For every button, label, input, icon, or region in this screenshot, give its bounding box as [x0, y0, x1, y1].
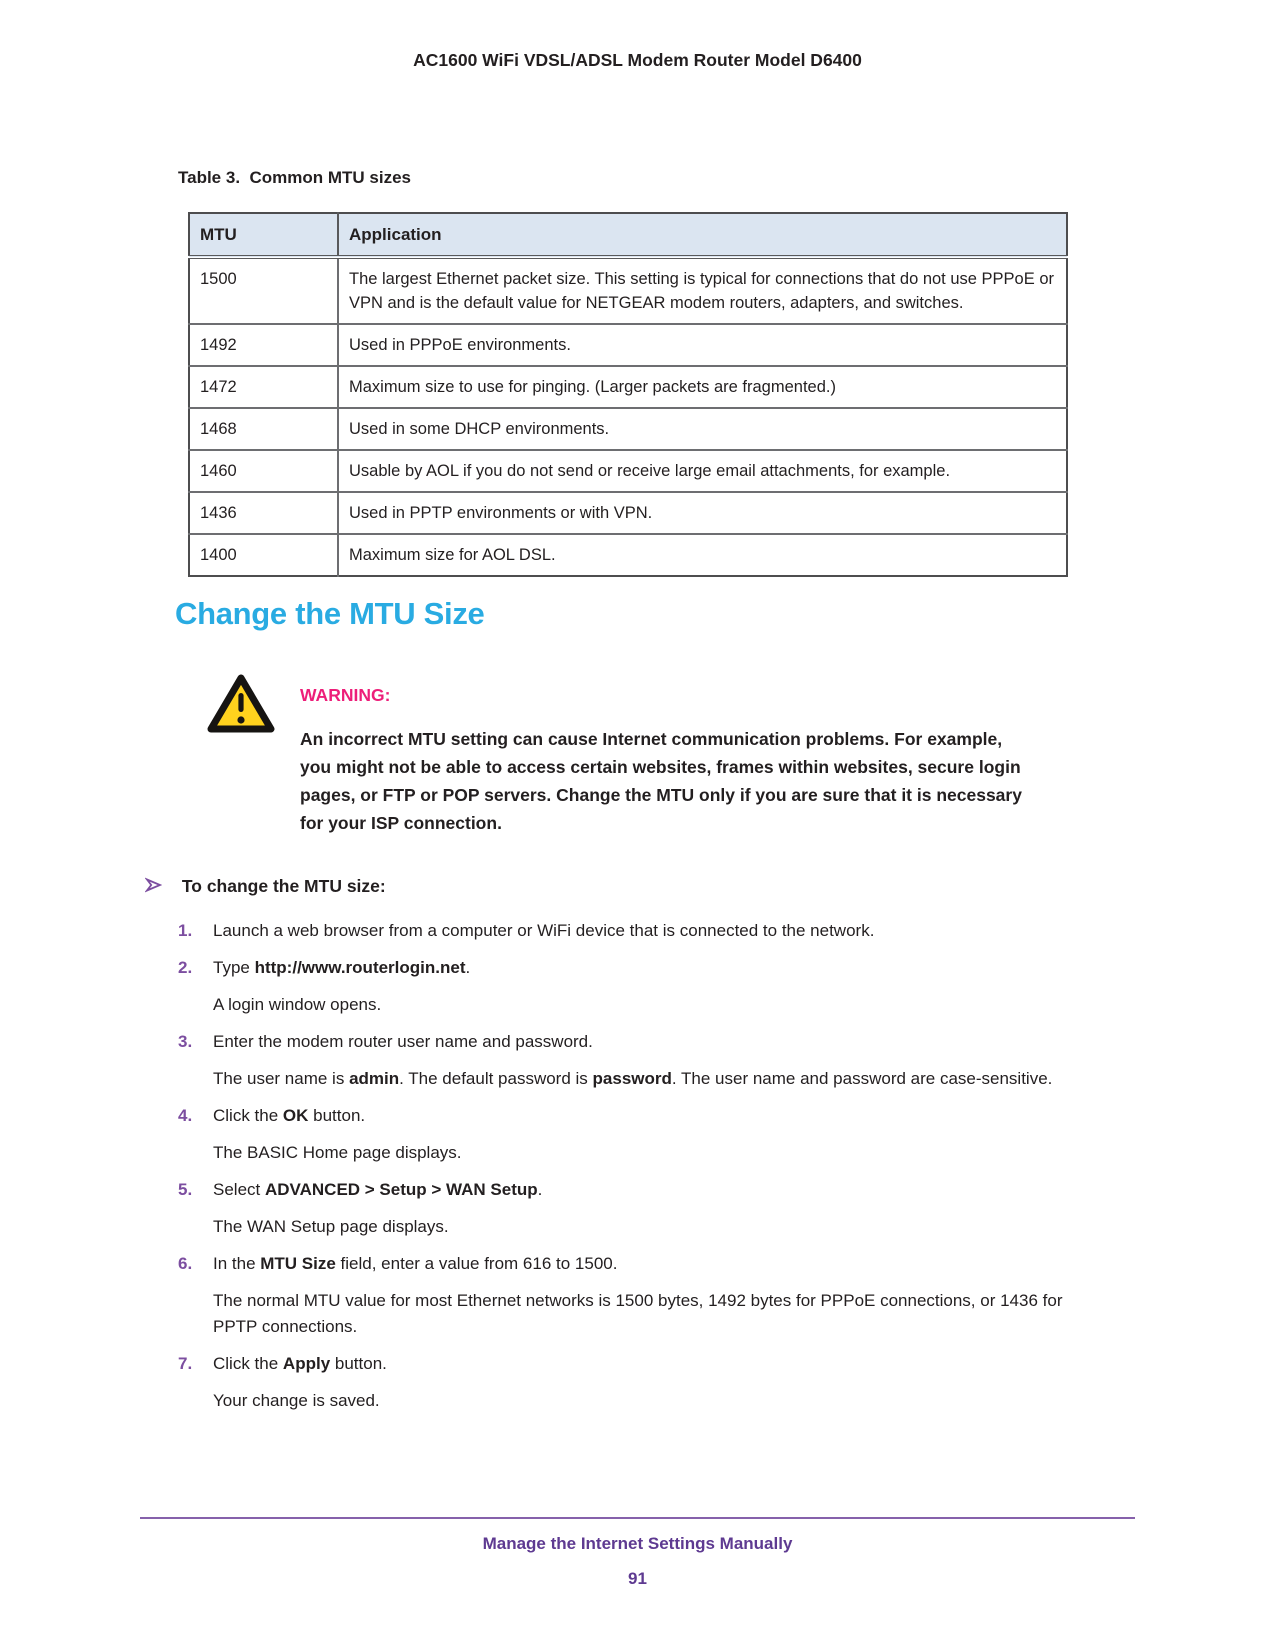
mtu-value: 1492	[189, 324, 338, 366]
step-number: 5.	[178, 1180, 193, 1199]
application-text: Used in PPPoE environments.	[338, 324, 1067, 366]
column-header-application: Application	[338, 213, 1067, 257]
text-segment: The WAN Setup page displays.	[213, 1217, 449, 1236]
mtu-value: 1400	[189, 534, 338, 576]
warning-content	[300, 685, 1047, 837]
step-result-text	[213, 1214, 1070, 1240]
step-text	[213, 955, 1070, 981]
text-segment: The normal MTU value for most Ethernet networks is 1500 bytes, 1492 bytes for PPPoE connections, or 1436 for PPTP connections.	[213, 1291, 1063, 1336]
text-segment: button.	[308, 1106, 366, 1125]
document-header-title: AC1600 WiFi VDSL/ADSL Modem Router Model D6400	[413, 50, 862, 70]
step-text	[213, 1029, 1070, 1055]
text-segment: . The user name and password are case-sensitive.	[671, 1069, 1053, 1088]
step-number: 6.	[178, 1254, 193, 1273]
table-row	[189, 534, 1067, 576]
step-text	[213, 918, 1070, 944]
mtu-value: 1468	[189, 408, 338, 450]
text-segment: The user name is	[213, 1069, 350, 1088]
text-segment: The BASIC Home page displays.	[213, 1143, 462, 1162]
application-text: Maximum size to use for pinging. (Larger packets are fragmented.)	[338, 366, 1067, 408]
page-number: 91	[628, 1569, 647, 1588]
text-segment: Enter the modem router user name and password.	[213, 1032, 593, 1051]
step-number: 3.	[178, 1032, 193, 1051]
table-row	[189, 492, 1067, 534]
step-3	[178, 1029, 1070, 1092]
router-login-url: http://www.routerlogin.net	[254, 958, 466, 977]
table-row	[189, 408, 1067, 450]
warning-triangle-icon	[207, 672, 275, 736]
text-segment: Your change is saved.	[213, 1391, 380, 1410]
step-number: 4.	[178, 1106, 193, 1125]
mtu-size-field-label: MTU Size	[260, 1254, 336, 1273]
application-text: The largest Ethernet packet size. This setting is typical for connections that do not use PPPoE or VPN and is the default value for NETGEAR modem routers, adapters, and switches.	[338, 257, 1067, 324]
procedure-steps	[178, 918, 1070, 1425]
text-segment: Click the	[213, 1106, 283, 1125]
step-detail-text	[213, 1066, 1070, 1092]
text-segment: . The default password is	[399, 1069, 593, 1088]
step-text	[213, 1251, 1070, 1277]
table-row	[189, 450, 1067, 492]
default-password: password	[592, 1069, 672, 1088]
menu-path: ADVANCED > Setup > WAN Setup	[264, 1180, 538, 1199]
text-segment: .	[465, 958, 471, 977]
ok-button-label: OK	[282, 1106, 309, 1125]
table-header-row	[189, 213, 1067, 257]
text-segment: A login window opens.	[213, 995, 382, 1014]
step-text	[213, 1177, 1070, 1203]
warning-block	[207, 672, 1047, 837]
mtu-table	[188, 212, 1068, 577]
step-text	[213, 1103, 1070, 1129]
footer-section-title: Manage the Internet Settings Manually	[482, 1534, 793, 1553]
apply-button-label: Apply	[282, 1354, 331, 1373]
step-7	[178, 1351, 1070, 1414]
step-text	[213, 1351, 1070, 1377]
table-row	[189, 324, 1067, 366]
step-4	[178, 1103, 1070, 1166]
step-number: 1.	[178, 921, 193, 940]
step-result-text	[213, 992, 1070, 1018]
mtu-value: 1500	[189, 257, 338, 324]
default-username: admin	[349, 1069, 400, 1088]
column-header-mtu: MTU	[189, 213, 338, 257]
step-2	[178, 955, 1070, 1018]
text-segment: button.	[330, 1354, 387, 1373]
application-text: Used in PPTP environments or with VPN.	[338, 492, 1067, 534]
mtu-value: 1460	[189, 450, 338, 492]
section-title: Change the MTU Size	[175, 596, 485, 631]
table-row	[189, 257, 1067, 324]
warning-body-text: An incorrect MTU setting can cause Internet communication problems. For example, you might not be able to access certain websites, frames within websites, secure login pages, or FTP or POP servers. Change the MTU only if you are sure that it is necessary for your ISP connection.	[300, 729, 1022, 833]
application-text: Usable by AOL if you do not send or receive large email attachments, for example.	[338, 450, 1067, 492]
step-detail-text	[213, 1288, 1070, 1340]
text-segment: In the	[213, 1254, 261, 1273]
text-segment: Click the	[213, 1354, 283, 1373]
text-segment: Select	[213, 1180, 265, 1199]
text-segment: Launch a web browser from a computer or WiFi device that is connected to the network.	[213, 921, 875, 940]
footer-divider	[140, 1517, 1135, 1519]
step-number: 7.	[178, 1354, 193, 1373]
step-result-text	[213, 1388, 1070, 1414]
warning-label: WARNING:	[300, 685, 391, 705]
application-text: Maximum size for AOL DSL.	[338, 534, 1067, 576]
step-6	[178, 1251, 1070, 1340]
table-row	[189, 366, 1067, 408]
table-caption: Table 3. Common MTU sizes	[178, 168, 412, 187]
text-segment: field, enter a value from 616 to 1500.	[335, 1254, 618, 1273]
step-5	[178, 1177, 1070, 1240]
step-result-text	[213, 1140, 1070, 1166]
step-number: 2.	[178, 958, 193, 977]
mtu-value: 1472	[189, 366, 338, 408]
text-segment: .	[537, 1180, 543, 1199]
procedure-heading	[145, 876, 386, 898]
mtu-value: 1436	[189, 492, 338, 534]
step-1	[178, 918, 1070, 944]
procedure-heading-text: To change the MTU size:	[181, 876, 386, 896]
application-text: Used in some DHCP environments.	[338, 408, 1067, 450]
right-arrow-bullet-icon	[145, 877, 165, 898]
text-segment: Type	[213, 958, 255, 977]
